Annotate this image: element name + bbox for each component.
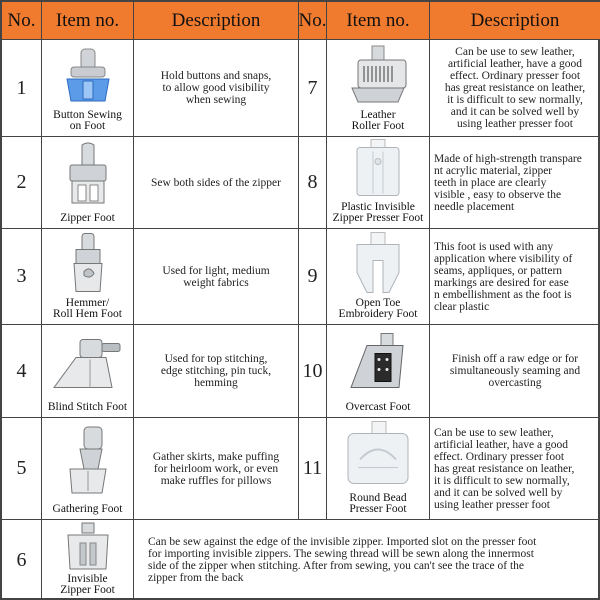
item-cell: [42, 229, 134, 325]
item-name: Button Sewing: [53, 109, 122, 121]
item-description: Used for top stitching, edge stitching, pin tuck, hemming: [134, 325, 299, 418]
item-description: Gather skirts, make puffing for heirloom work, or even make ruffles for pillows: [134, 418, 299, 520]
row-number: 5: [2, 418, 42, 520]
row-number: 6: [2, 520, 42, 600]
item-description: Sew both sides of the zipper: [134, 137, 299, 229]
description-line: Can be sew against the edge of the invisible zipper. Imported slot on the presser foot: [148, 536, 537, 548]
header-item-left: Item no.: [42, 2, 134, 40]
gathering-foot-icon: [58, 418, 118, 504]
button-sewing-foot-icon: [53, 40, 123, 110]
row-number: 4: [2, 325, 42, 418]
row-number: 1: [2, 40, 42, 137]
item-cell: [42, 40, 134, 137]
hemmer-foot-icon: [60, 229, 116, 298]
header-description-left: Description: [134, 2, 299, 40]
item-description: Hold buttons and snaps, to allow good visibility when sewing: [134, 40, 299, 137]
description-line: side of the zipper when stitching. After from sewing, you can't see the trace of the: [148, 560, 525, 572]
row-number: 10: [299, 325, 327, 418]
header-no-left: No.: [2, 2, 42, 40]
item-description-wide: [134, 520, 600, 600]
header-description-right: Description: [430, 2, 600, 40]
description-line: for importing invisible zippers. The sewing thread will be sewn along the innermost: [148, 548, 534, 560]
item-name-line2: on Foot: [69, 120, 106, 132]
item-name: Invisible: [67, 573, 108, 585]
item-name-line2: Roller Foot: [351, 120, 405, 132]
item-name: Plastic Invisible: [341, 201, 415, 213]
item-name: Blind Stitch Foot: [47, 401, 128, 413]
item-name: Overcast Foot: [345, 401, 411, 413]
row-number: 9: [299, 229, 327, 325]
overcast-foot-icon: [341, 325, 415, 402]
item-cell: [42, 325, 134, 418]
row-number: 8: [299, 137, 327, 229]
item-name-line2: Zipper Presser Foot: [332, 212, 424, 224]
row-number: 2: [2, 137, 42, 229]
item-name: Zipper Foot: [60, 212, 115, 224]
item-description: Used for light, medium weight fabrics: [134, 229, 299, 325]
item-description: This foot is used with any application where visibility of seams, appliques, or pattern markings are desired for ease n embellishment as the foot is clear plastic: [430, 229, 600, 325]
item-cell: [327, 229, 430, 325]
item-description: Can be use to sew leather, artificial leather, have a good effect. Ordinary presser foot has great resistance on leather, it is difficult to sew normally, and it can be solved well by using leather presser foot: [430, 418, 600, 520]
item-name-line2: Embroidery Foot: [338, 308, 418, 320]
item-cell: [327, 137, 430, 229]
item-name-line2: Presser Foot: [349, 503, 407, 515]
item-cell: [327, 418, 430, 520]
item-cell: [42, 520, 134, 600]
invisible-zipper-foot-icon: [343, 137, 413, 202]
item-name: Round Bead: [349, 492, 407, 504]
item-description: Finish off a raw edge or for simultaneously seaming and overcasting: [430, 325, 600, 418]
open-toe-foot-icon: [343, 229, 413, 298]
row-number: 3: [2, 229, 42, 325]
item-cell: [327, 325, 430, 418]
item-name: Leather: [360, 109, 396, 121]
item-description: Can be use to sew leather, artificial leather, have a good effect. Ordinary presser foot has great resistance on leather, it is difficult to sew normally, and it can be solved well by using leather presser foot: [430, 40, 600, 137]
leather-roller-foot-icon: [338, 40, 418, 110]
description-line: zipper from the back: [148, 572, 244, 584]
item-name: Gathering Foot: [52, 503, 123, 515]
zipper-foot-icon: [58, 137, 118, 213]
header-item-right: Item no.: [327, 2, 430, 40]
round-bead-foot-icon: [338, 418, 418, 493]
row-number: 11: [299, 418, 327, 520]
blind-stitch-foot-icon: [46, 325, 130, 402]
item-name-line2: Zipper Foot: [60, 584, 115, 596]
item-name-line2: Roll Hem Foot: [52, 308, 122, 320]
item-cell: [42, 418, 134, 520]
item-cell: [327, 40, 430, 137]
item-description: Made of high-strength transpare nt acrylic material, zipper teeth in place are clearly visible , easy to observe the needle placement: [430, 137, 600, 229]
item-name: Hemmer/: [65, 297, 110, 309]
item-name: Open Toe: [355, 297, 401, 309]
item-cell: [42, 137, 134, 229]
header-no-right: No.: [299, 2, 327, 40]
row-number: 7: [299, 40, 327, 137]
invisible-zipper-foot-metal-icon: [60, 520, 116, 574]
